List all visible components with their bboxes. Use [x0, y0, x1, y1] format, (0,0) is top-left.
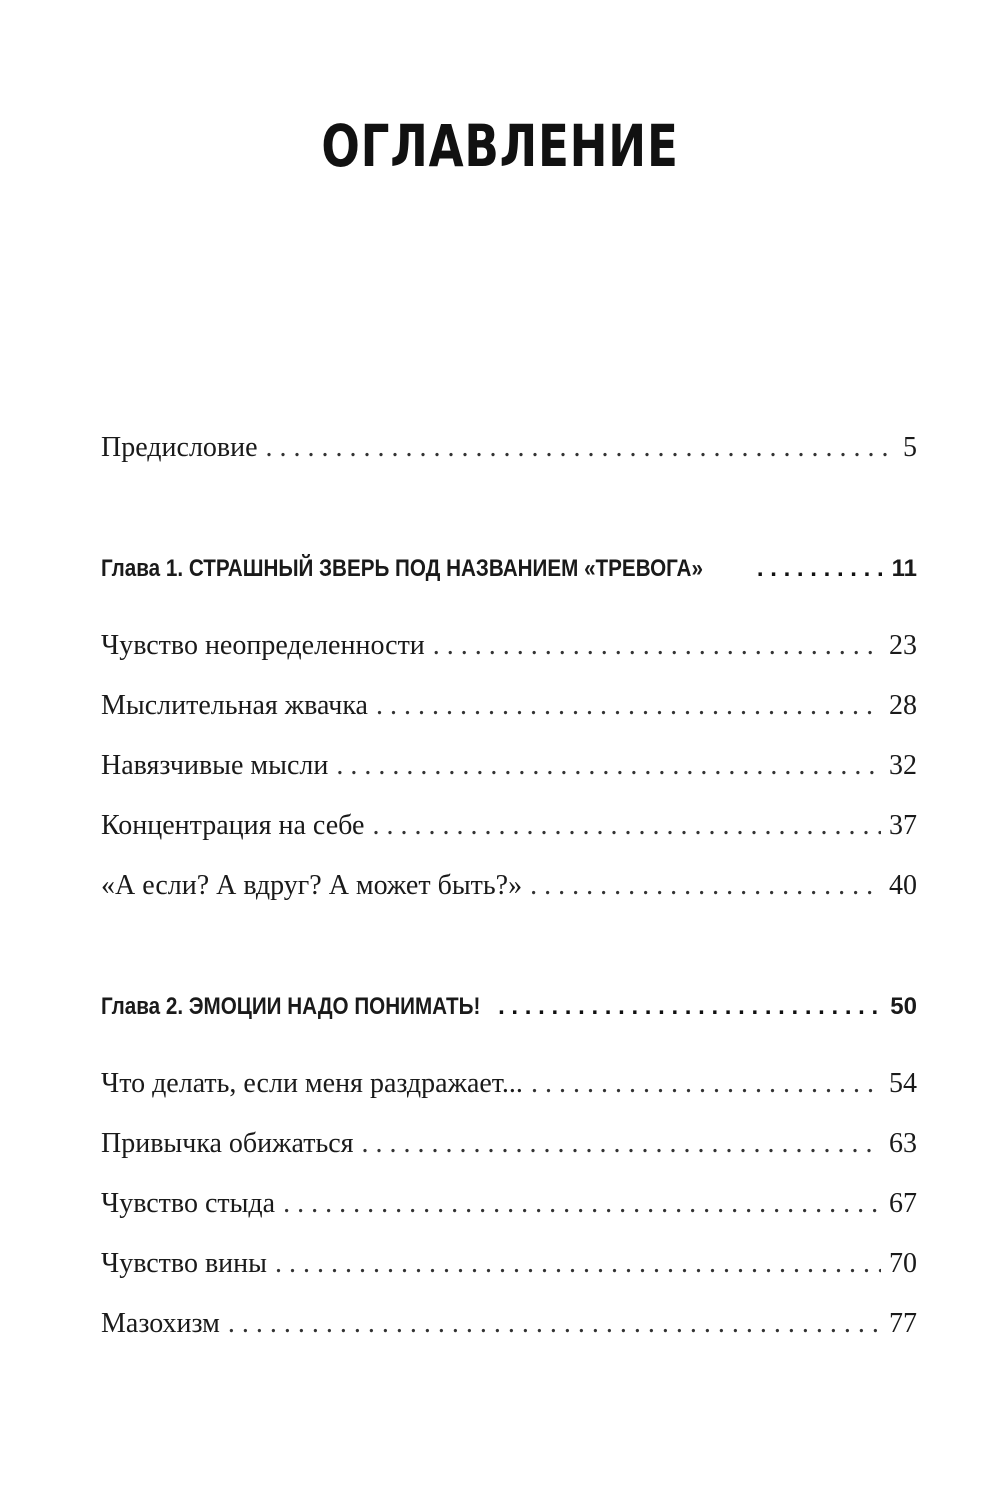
toc-entry-page: 63: [889, 1128, 917, 1159]
toc-entry-label: Мазохизм: [101, 1308, 220, 1339]
dot-leader: [228, 1308, 881, 1340]
toc-entry-page: 11: [891, 555, 917, 582]
toc-entry-label: Навязчивые мысли: [101, 750, 329, 781]
toc-entry-page: 40: [889, 870, 917, 901]
toc-entry-page: 50: [890, 993, 917, 1020]
toc-entry-label: Глава 1. СТРАШНЫЙ ЗВЕРЬ ПОД НАЗВАНИЕМ «ТРЕВОГА»: [101, 555, 703, 582]
dot-leader: [757, 555, 884, 583]
dot-leader: [433, 630, 881, 662]
dot-leader: [283, 1188, 881, 1220]
toc-entry-label: Чувство неопределенности: [101, 630, 425, 661]
toc-entry-page: 67: [889, 1188, 917, 1219]
dot-leader: [531, 1068, 881, 1100]
toc-entry-page: 28: [889, 690, 917, 721]
toc-entry-page: 5: [903, 432, 917, 463]
toc-entry[interactable]: [101, 1128, 917, 1168]
dot-leader: [376, 690, 881, 722]
toc-entry[interactable]: [101, 870, 917, 910]
toc-entry-label: Мыслительная жвачка: [101, 690, 368, 721]
toc-entry-page: 77: [889, 1308, 917, 1339]
toc-entry-label: Предисловие: [101, 432, 258, 463]
dot-leader: [498, 993, 882, 1021]
toc-entry[interactable]: [101, 1308, 917, 1348]
toc-entry-chapter-1[interactable]: [101, 555, 917, 595]
toc-entry[interactable]: [101, 1068, 917, 1108]
dot-leader: [530, 870, 881, 902]
page-title: ОГЛАВЛЕНИЕ: [321, 112, 679, 180]
toc-entry-page: 70: [889, 1248, 917, 1279]
toc-entry-label: Чувство стыда: [101, 1188, 276, 1219]
toc-entry-label: Глава 2. ЭМОЦИИ НАДО ПОНИМАТЬ!: [101, 993, 481, 1020]
dot-leader: [372, 810, 881, 842]
toc-entry-label: Что делать, если меня раздражает...: [101, 1068, 523, 1099]
toc-entry[interactable]: [101, 1248, 917, 1288]
toc-entry-page: 54: [889, 1068, 917, 1099]
toc-entry-chapter-2[interactable]: [101, 993, 917, 1033]
toc-entry-label: «А если? А вдруг? А может быть?»: [101, 870, 523, 901]
toc-entry-page: 37: [889, 810, 917, 841]
toc-entry[interactable]: [101, 750, 917, 790]
dot-leader: [266, 432, 895, 464]
toc-entry[interactable]: [101, 810, 917, 850]
toc-entry-label: Концентрация на себе: [101, 810, 365, 841]
toc-entry[interactable]: [101, 1188, 917, 1228]
dot-leader: [275, 1248, 881, 1280]
toc-entry[interactable]: [101, 630, 917, 670]
toc-entry-label: Чувство вины: [101, 1248, 267, 1279]
toc-entry-page: 23: [889, 630, 917, 661]
dot-leader: [362, 1128, 881, 1160]
toc-entry[interactable]: [101, 690, 917, 730]
dot-leader: [336, 750, 881, 782]
toc-entry-page: 32: [889, 750, 917, 781]
toc-entry-preface[interactable]: [101, 432, 917, 472]
toc-entry-label: Привычка обижаться: [101, 1128, 354, 1159]
